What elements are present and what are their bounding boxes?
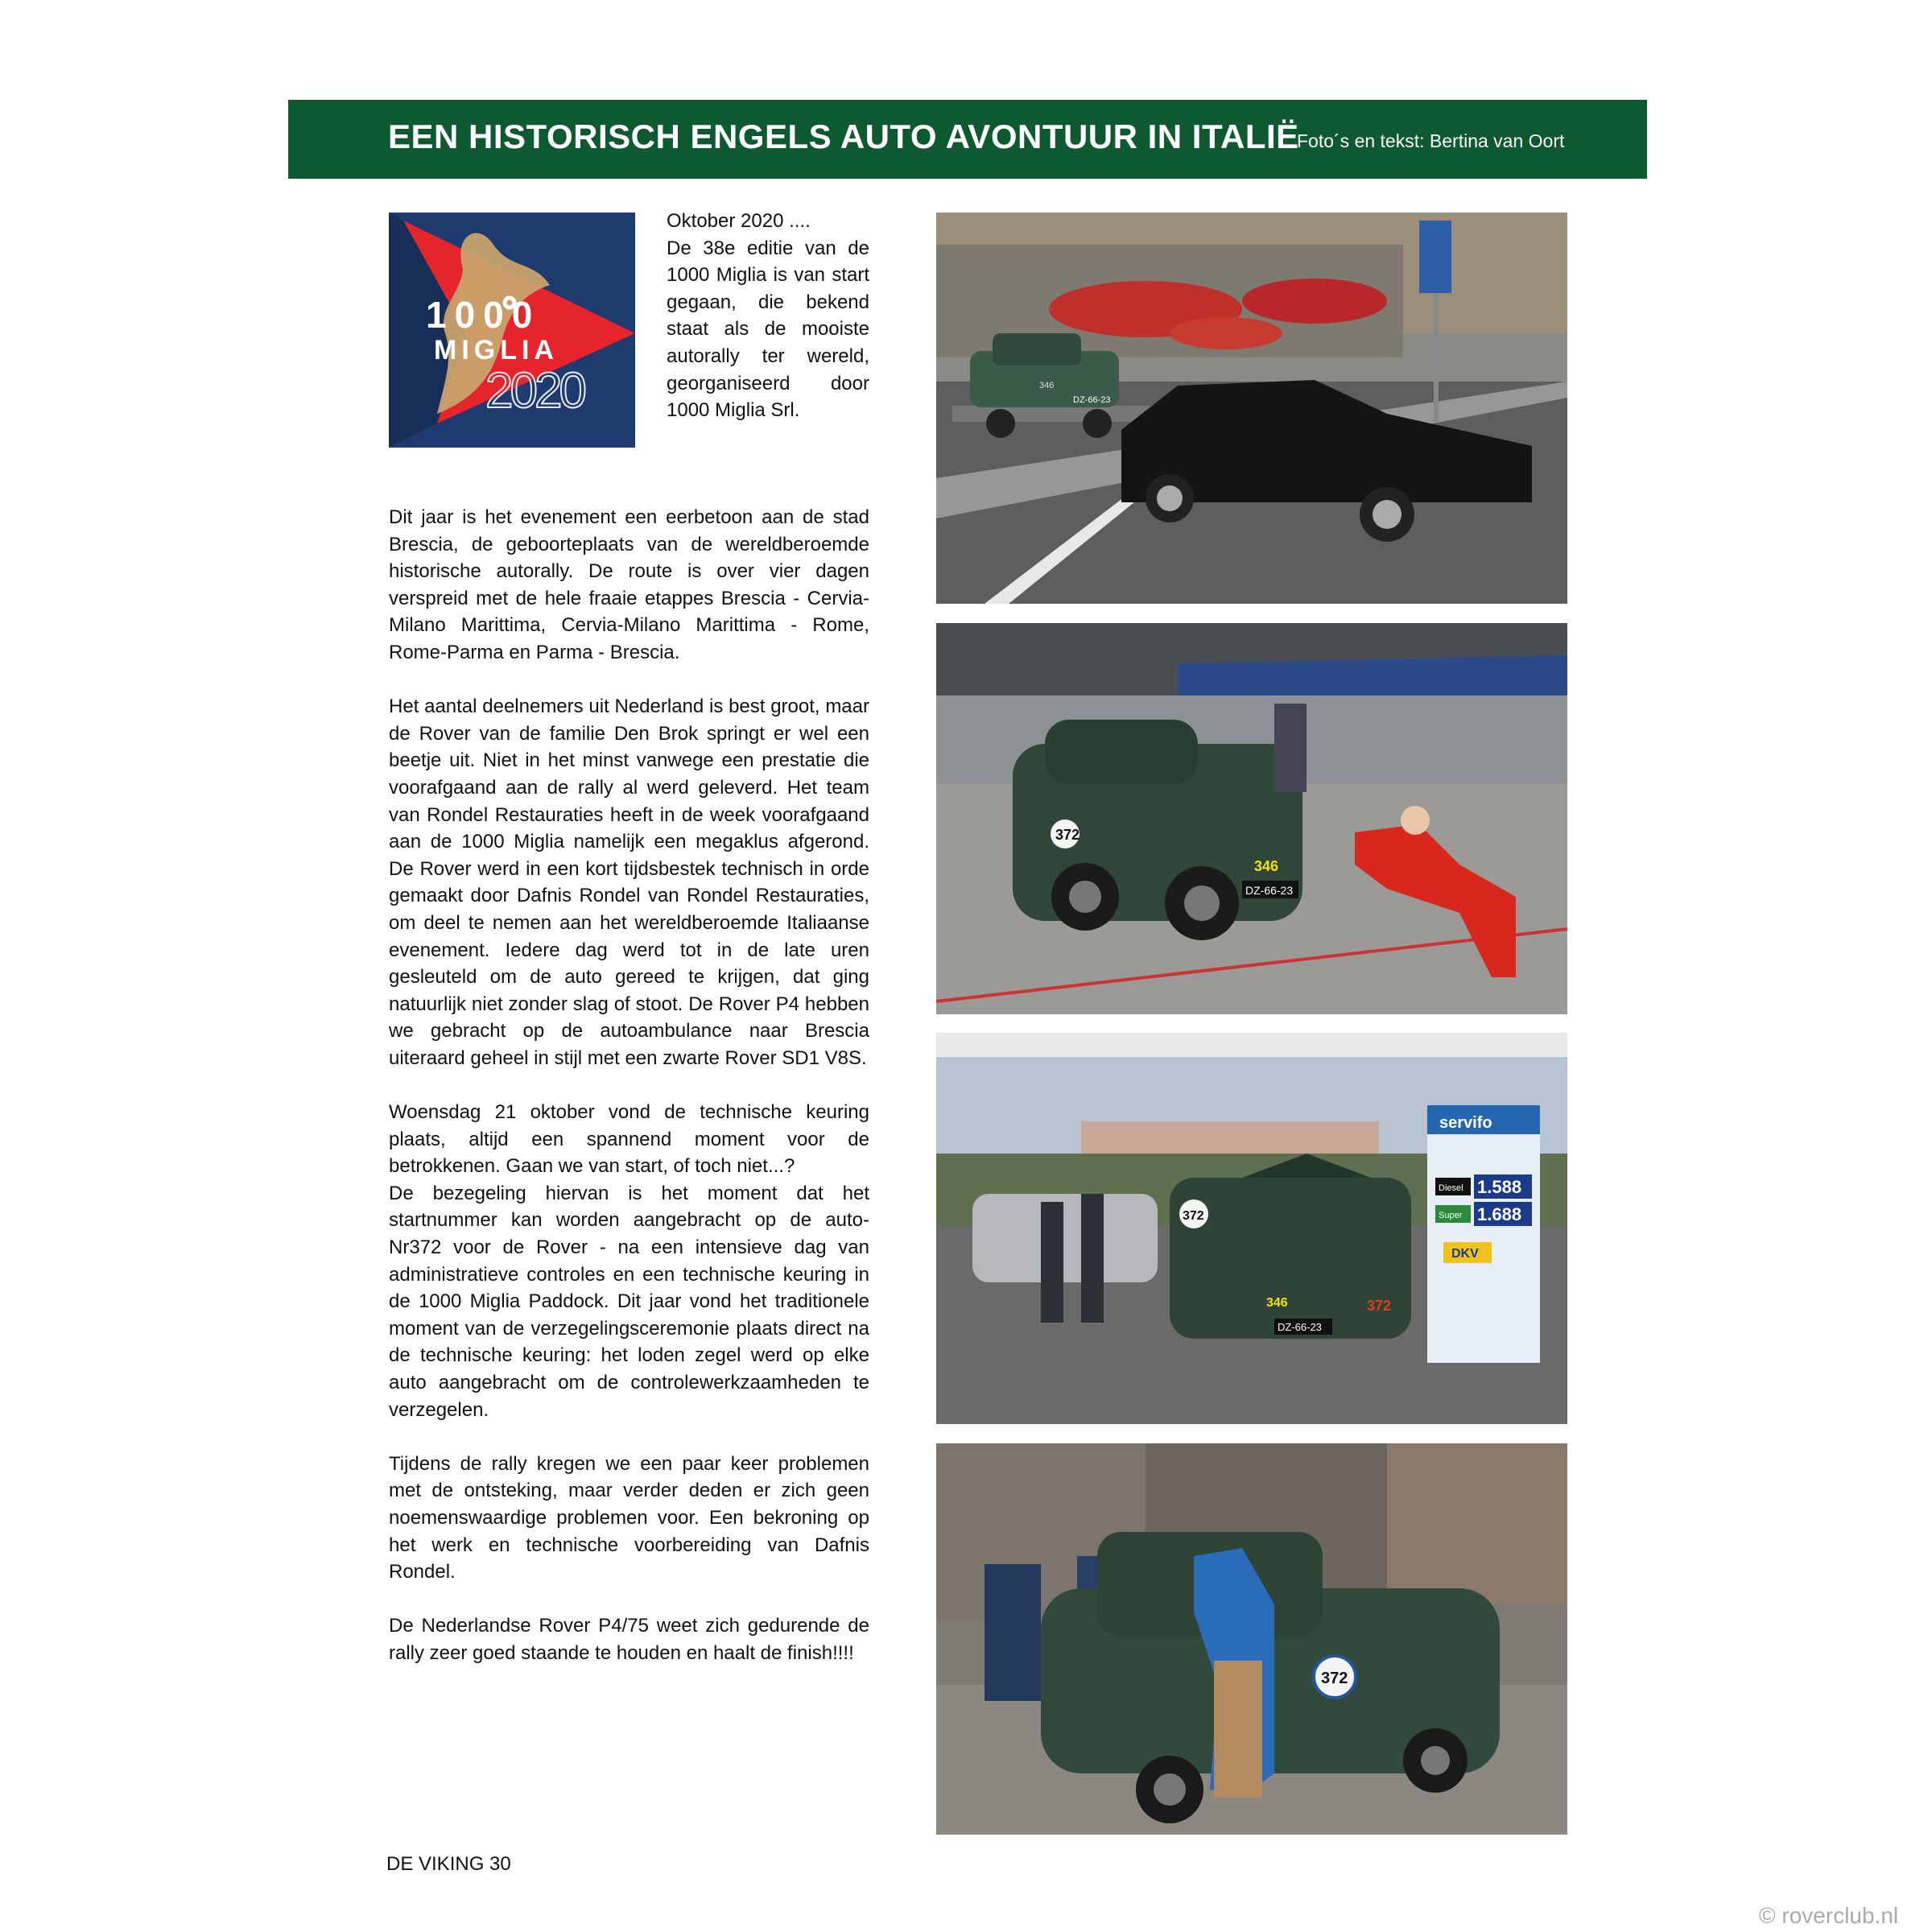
- logo-word: MIGLIA: [434, 335, 559, 365]
- article-credit: Foto´s en tekst: Bertina van Oort: [1297, 130, 1565, 151]
- paragraph-participants: Het aantal deelnemers uit Nederland is best groot, maar de Rover van de familie Den Brok springt er wel een beetje uit. Niet in het minst vanwege een prestatie die voorafgaand aan de rally al werd geleverd. Het team van Rondel Restauraties heeft in de week voorafgaand aan de 1000 Miglia namelijk een megaklus afgerond. De Rover werd in een kort tijdsbestek technisch in orde gemaakt door Dafnis Rondel van Rondel Restauraties, om deel te nemen aan het wereldberoemde Italiaanse evenement. Iedere dag werd tot in de late uren gesleuteld om de auto gereed te krijgen, dat ging natuurlijk niet zonder slag of stoot. De Rover P4 hebben we gebracht op de autoambulance naar Brescia uiteraard geheel in stijl met een zwarte Rover SD1 V8S.: [389, 696, 869, 1069]
- photo3-fuel2: Super: [1439, 1211, 1463, 1220]
- paragraph-rally: Tijdens de rally kregen we een paar keer problemen met de ontsteking, maar verder deden er zich geen noemenswaardige problemen voor. Een bekroning op het werk en technische voorbereiding van Dafnis Rondel.: [389, 1452, 869, 1583]
- photo3-sticker: 346: [1266, 1296, 1288, 1310]
- photo3-brand: servifo: [1439, 1114, 1492, 1132]
- photo-fuel-station: [936, 1033, 1567, 1424]
- photo1-plate: DZ-66-23: [1073, 395, 1111, 405]
- watermark: © roverclub.nl: [1759, 1903, 1899, 1928]
- paragraph-route: Dit jaar is het evenement een eerbetoon aan de stad Brescia, de geboorteplaats van de wereldberoemde historische autorally. De route is over vier dagen verspreid met de hele fraaie etappes Brescia - Cervia-Milano Marittima, Cervia-Milano Marittima - Rome, Rome-Parma en Parma - Brescia.: [389, 506, 869, 663]
- photo4-number: 372: [1321, 1670, 1348, 1687]
- logo-year: 2020: [485, 363, 584, 419]
- photo-trailer-sd1: [936, 213, 1567, 604]
- photo1-sticker: 346: [1039, 381, 1055, 390]
- photo-village-street: [936, 1443, 1567, 1835]
- photo3-price2: 1.688: [1477, 1204, 1522, 1224]
- mille-miglia-logo: [389, 213, 635, 448]
- photo2-number: 372: [1055, 827, 1080, 843]
- photo-paddock-inspection: [936, 623, 1567, 1014]
- photo2-sticker: 346: [1254, 858, 1279, 874]
- photo2-plate: DZ-66-23: [1245, 884, 1294, 897]
- photo3-price1: 1.588: [1477, 1177, 1522, 1197]
- article-title: EEN HISTORISCH ENGELS AUTO AVONTUUR IN ITALIË: [388, 118, 1299, 155]
- paragraph-inspection: Woensdag 21 oktober vond de technische keuring plaats, altijd een spannend moment voor de betrokkenen. Gaan we van start, of toch niet...?: [389, 1101, 869, 1178]
- logo-number: 1000: [426, 294, 541, 336]
- intro-block: [667, 208, 869, 424]
- photo3-number: 372: [1183, 1209, 1204, 1223]
- header-banner: [288, 100, 1647, 179]
- photo3-number2: 372: [1367, 1298, 1392, 1314]
- page-footer: DE VIKING 30: [386, 1853, 511, 1875]
- photo3-sponsor: DKV: [1451, 1247, 1479, 1261]
- paragraph-finish: De Nederlandse Rover P4/75 weet zich gedurende de rally zeer goed staande te houden en haalt de finish!!!!: [389, 1615, 869, 1664]
- intro-date: Oktober 2020 ....: [667, 210, 811, 232]
- article-body: [389, 504, 869, 1694]
- photo3-fuel1: Diesel: [1439, 1183, 1463, 1193]
- paragraph-sealing: De bezegeling hiervan is het moment dat het startnummer kan worden aangebracht op de auto- Nr372 voor de Rover - na een intensieve dag van administratieve controles en een technische keuring in de 1000 Miglia Paddock. Dit jaar vond het traditionele moment van de verzegelingsceremonie plaats direct na de technische keuring: het loden zegel werd op elke auto aangebracht om de controlewerkzaamheden te verzegelen.: [389, 1182, 869, 1421]
- photo3-plate: DZ-66-23: [1278, 1321, 1322, 1333]
- intro-text: De 38e editie van de 1000 Miglia is van start gegaan, die bekend staat als de mooiste autorally ter wereld, georganiseerd door 1000 Miglia Srl.: [667, 237, 869, 422]
